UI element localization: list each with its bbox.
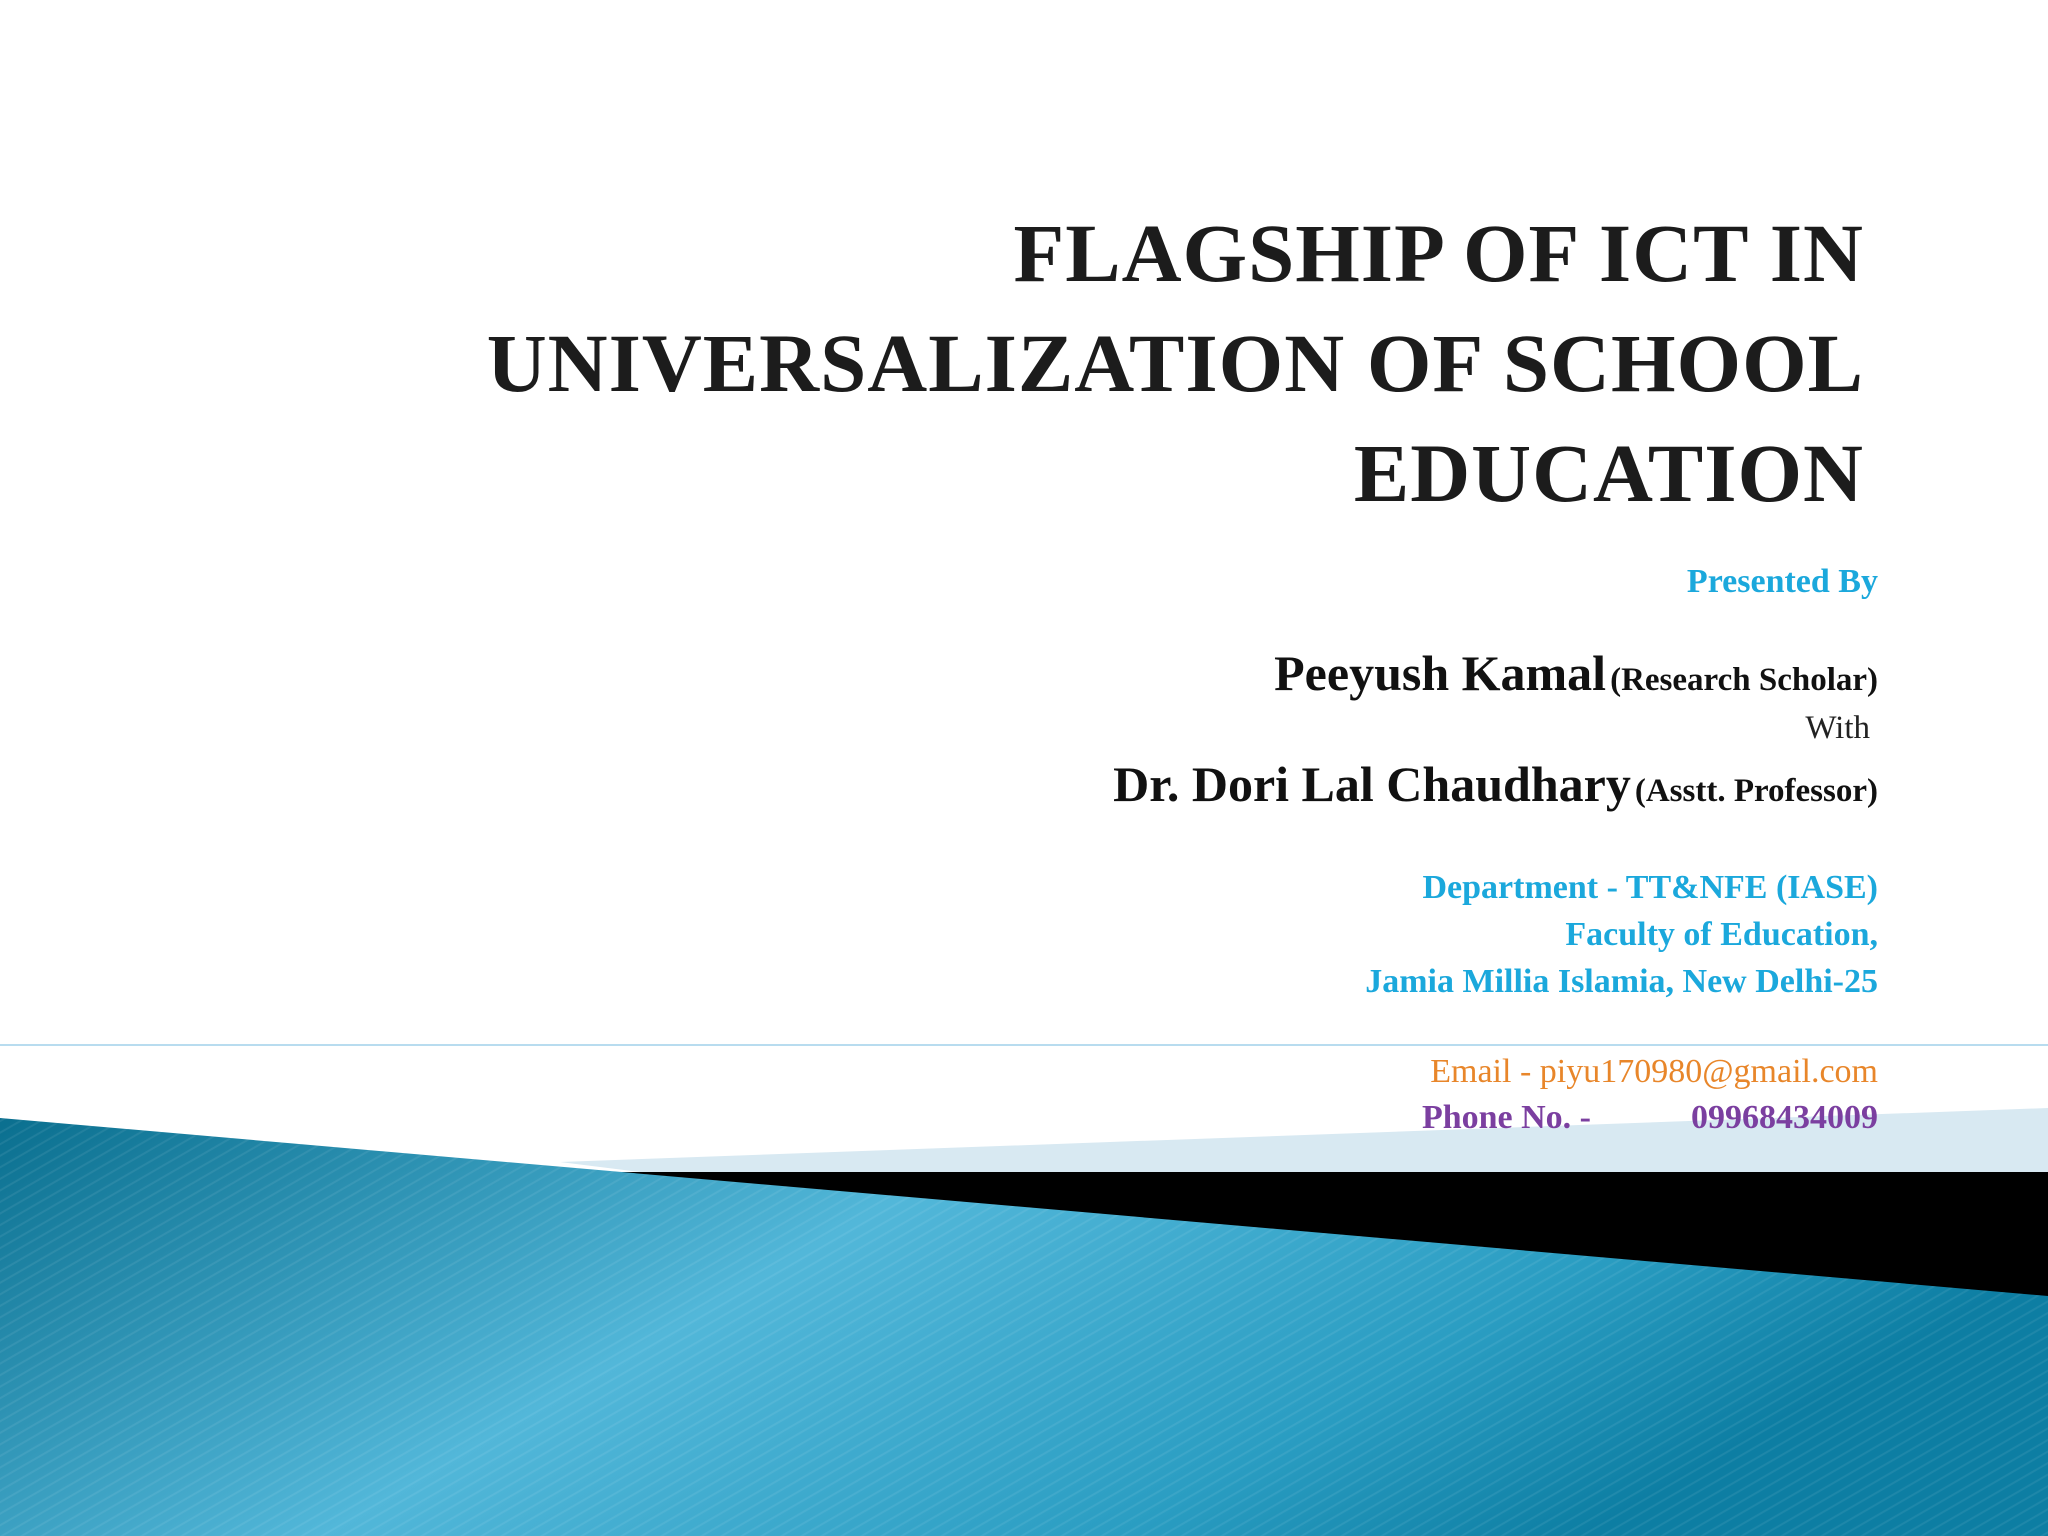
presented-by-label: Presented By: [1686, 563, 1878, 600]
department-line-3: Jamia Millia Islamia, New Delhi-25: [1365, 963, 1878, 1000]
department-line-2: Faculty of Education,: [1565, 916, 1878, 953]
phone-info: [1422, 1099, 1878, 1137]
department-info: [1365, 864, 1878, 1005]
title-line-2: UNIVERSALIZATION OF SCHOOL: [486, 317, 1864, 409]
author-2-role: (Asstt. Professor): [1634, 773, 1878, 809]
author-1-role: (Research Scholar): [1610, 662, 1878, 698]
email-text: Email - piyu170980@gmail.com: [1430, 1053, 1878, 1090]
phone-label: Phone No. -: [1421, 1099, 1591, 1136]
phone-number: 09968434009: [1691, 1099, 1878, 1136]
author-1: [1274, 644, 1878, 702]
with-label: With: [1805, 710, 1870, 746]
department-line-1: Department - TT&NFE (IASE): [1422, 869, 1878, 906]
slide-title: [264, 198, 1864, 528]
title-line-3: EDUCATION: [1353, 427, 1864, 519]
title-line-1: FLAGSHIP OF ICT IN: [1013, 207, 1864, 299]
author-2: [1113, 755, 1878, 813]
author-2-name: Dr. Dori Lal Chaudhary: [1113, 756, 1631, 812]
author-1-name: Peeyush Kamal: [1274, 645, 1607, 701]
divider-line: [0, 1044, 2048, 1046]
